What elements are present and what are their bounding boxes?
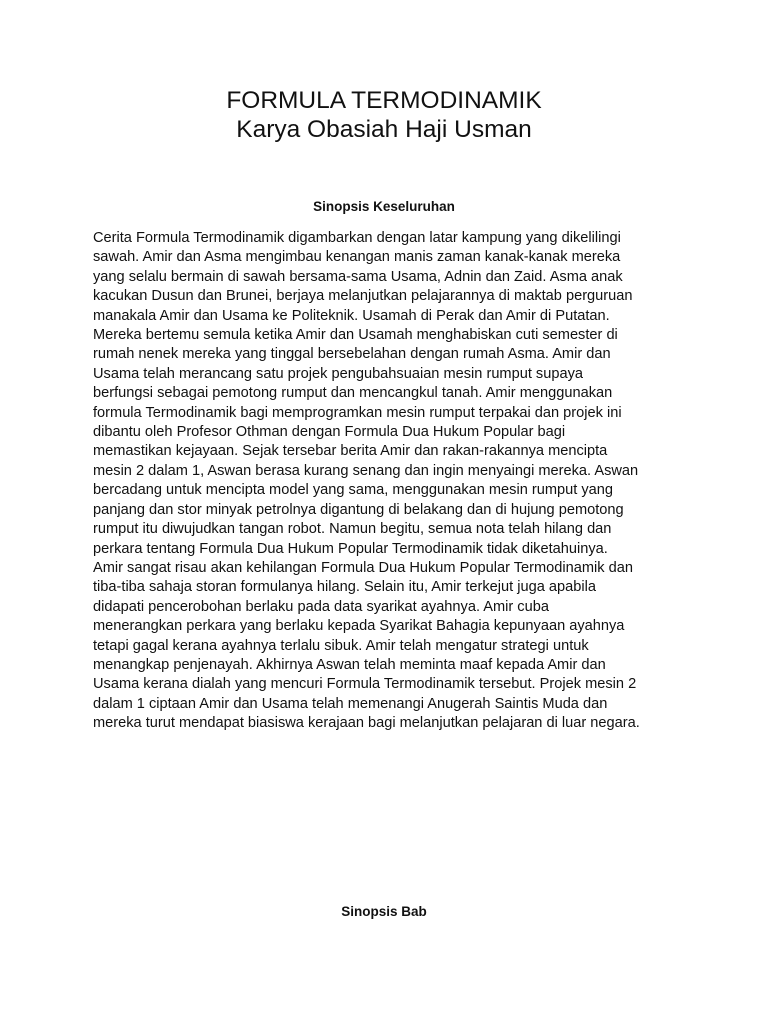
document-subtitle: Karya Obasiah Haji Usman xyxy=(236,116,532,143)
text-line: Cerita Formula Termodinamik digambarkan dengan latar kampung yang dikelilingi xyxy=(93,230,621,246)
text-line: Amir sangat risau akan kehilangan Formula Dua Hukum Popular Termodinamik dan xyxy=(93,559,633,576)
text-line: Usama telah merancang satu projek pengubahsuaian mesin rumput supaya xyxy=(93,365,583,382)
text-line: bercadang untuk mencipta model yang sama, menggunakan mesin rumput yang xyxy=(93,482,614,499)
text-line: dalam 1 ciptaan Amir dan Usama telah memenangi Anugerah Saintis Muda dan xyxy=(93,695,608,712)
text-line: kacukan Dusun dan Brunei, berjaya melanjutkan pelajarannya di maktab perguruan xyxy=(93,288,633,305)
text-line: tetapi gagal kerana ayahnya terlalu sibuk. Amir telah mengatur strategi untuk xyxy=(93,637,589,654)
text-line: mereka turut mendapat biasiswa kerajaan bagi melanjutkan pelajaran di luar negara. xyxy=(93,715,640,732)
section-heading-sinopsis-keseluruhan: Sinopsis Keseluruhan xyxy=(313,199,455,214)
text-line: menerangkan perkara yang berlaku kepada Syarikat Bahagia kepunyaan ayahnya xyxy=(93,618,625,635)
text-line: rumah nenek mereka yang tinggal bersebelahan dengan rumah Asma. Amir dan xyxy=(93,346,611,363)
text-line: berfungsi sebagai pemotong rumput dan mencangkul tanah. Amir menggunakan xyxy=(93,385,613,402)
text-line: tiba-tiba sahaja storan formulanya hilang. Selain itu, Amir terkejut juga apabila xyxy=(93,579,596,596)
text-line: panjang dan stor minyak petrolnya digantung di belakang dan di hujung pemotong xyxy=(93,501,624,518)
text-line: perkara tentang Formula Dua Hukum Popular Termodinamik tidak diketahuinya. xyxy=(93,540,608,557)
text-line: sawah. Amir dan Asma mengimbau kenangan manis zaman kanak-kanak mereka xyxy=(93,249,621,266)
text-line: manakala Amir dan Usama ke Politeknik. Usamah di Perak dan Amir di Putatan. xyxy=(93,307,610,324)
text-line: dibantu oleh Profesor Othman dengan Formula Dua Hukum Popular bagi xyxy=(93,424,566,441)
text-line: Usama kerana dialah yang mencuri Formula Termodinamik tersebut. Projek mesin 2 xyxy=(93,676,637,693)
document-title: FORMULA TERMODINAMIK xyxy=(226,87,542,114)
text-line: formula Termodinamik bagi memprogramkan mesin rumput terpakai dan projek ini xyxy=(93,404,622,421)
text-line: rumput itu diwujudkan tangan robot. Namun begitu, semua nota telah hilang dan xyxy=(93,521,612,538)
text-line: Mereka bertemu semula ketika Amir dan Usamah menghabiskan cuti semester di xyxy=(93,327,618,344)
section-heading-sinopsis-bab: Sinopsis Bab xyxy=(341,904,427,919)
text-line: menangkap penjenayah. Akhirnya Aswan telah meminta maaf kepada Amir dan xyxy=(93,656,606,673)
text-line: memastikan kejayaan. Sejak tersebar berita Amir dan rakan-rakannya mencipta xyxy=(93,443,608,460)
text-line: yang selalu bermain di sawah bersama-sama Usama, Adnin dan Zaid. Asma anak xyxy=(93,268,623,285)
text-line: didapati pencerobohan berlaku pada data syarikat ayahnya. Amir cuba xyxy=(93,598,549,615)
text-line: mesin 2 dalam 1, Aswan berasa kurang senang dan ingin menyaingi mereka. Aswan xyxy=(93,462,639,479)
synopsis-paragraph xyxy=(93,229,683,734)
